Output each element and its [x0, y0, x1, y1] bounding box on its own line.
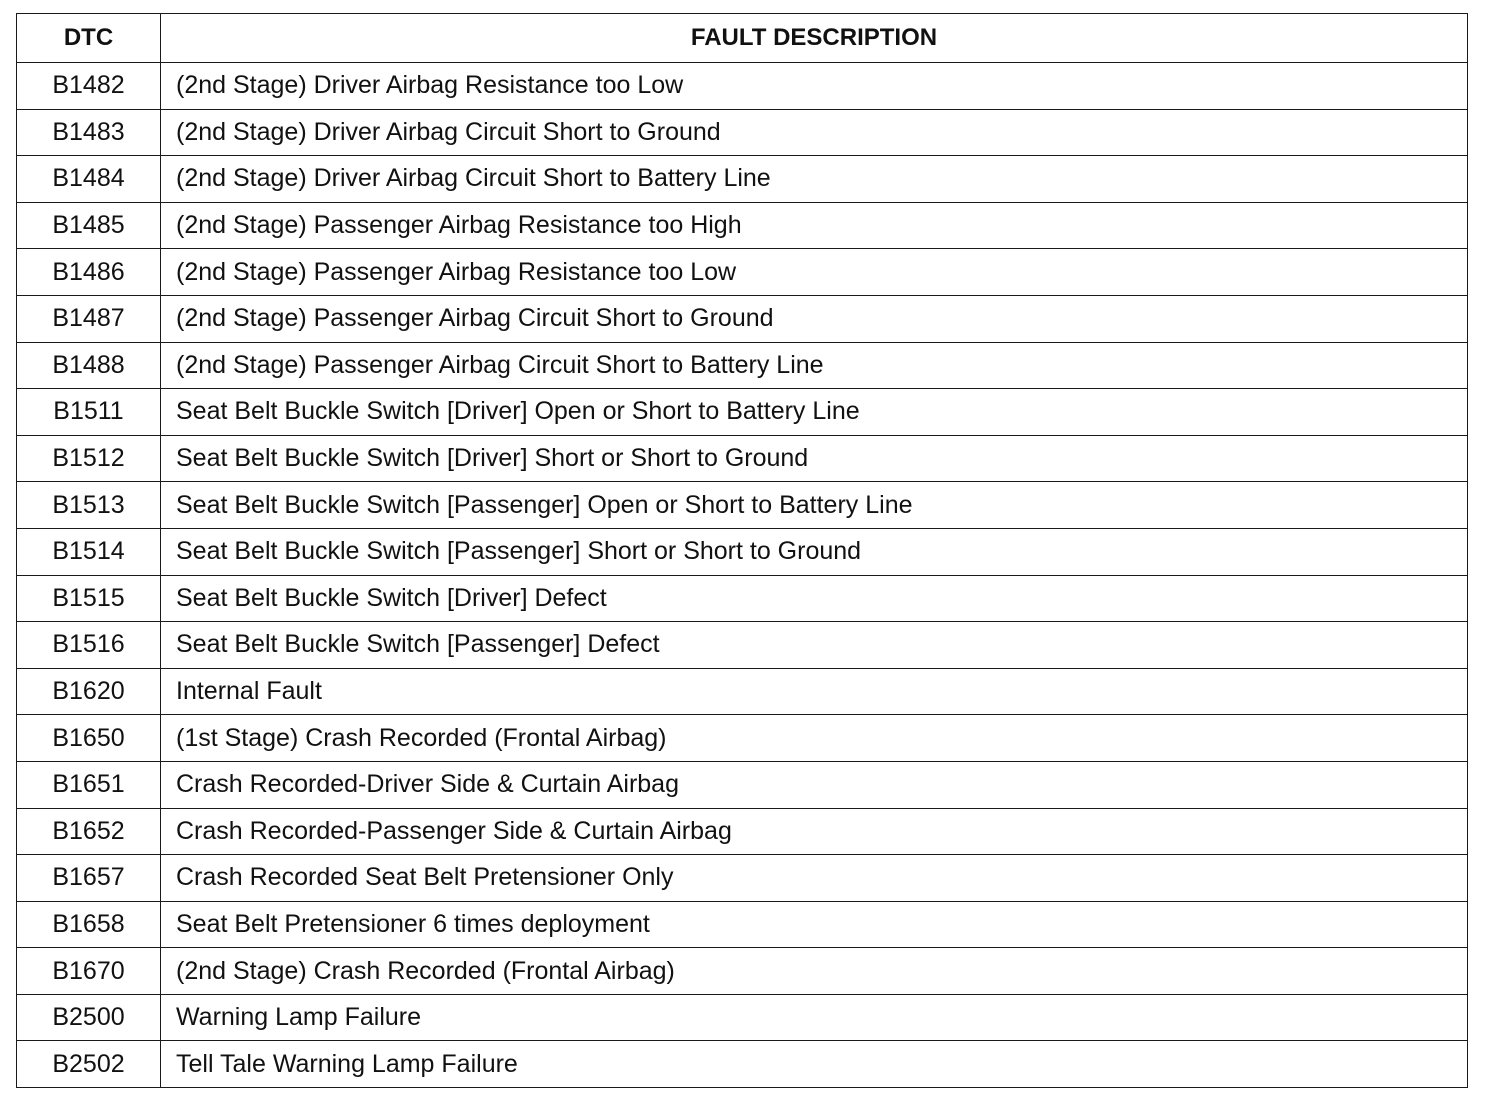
- dtc-code-cell: B1514: [17, 528, 161, 575]
- dtc-code-cell: B1650: [17, 715, 161, 762]
- dtc-code-cell: B2502: [17, 1041, 161, 1088]
- table-header-row: [17, 14, 1468, 63]
- fault-description-cell: (1st Stage) Crash Recorded (Frontal Airbag): [161, 715, 1468, 762]
- dtc-code-cell: B1488: [17, 342, 161, 389]
- table-row: [17, 1041, 1468, 1088]
- dtc-code-cell: B1513: [17, 482, 161, 529]
- fault-description-cell: Crash Recorded-Driver Side & Curtain Airbag: [161, 761, 1468, 808]
- dtc-code-cell: B1486: [17, 249, 161, 296]
- fault-description-cell: Seat Belt Buckle Switch [Passenger] Defect: [161, 622, 1468, 669]
- table-row: [17, 202, 1468, 249]
- table-row: [17, 715, 1468, 762]
- dtc-code-cell: B1511: [17, 389, 161, 436]
- table-row: [17, 389, 1468, 436]
- fault-description-cell: (2nd Stage) Passenger Airbag Circuit Short to Ground: [161, 295, 1468, 342]
- table-row: [17, 808, 1468, 855]
- dtc-code-cell: B2500: [17, 994, 161, 1041]
- fault-description-cell: (2nd Stage) Driver Airbag Circuit Short to Battery Line: [161, 156, 1468, 203]
- table-row: [17, 901, 1468, 948]
- table-row: [17, 482, 1468, 529]
- fault-description-cell: Seat Belt Buckle Switch [Driver] Open or Short to Battery Line: [161, 389, 1468, 436]
- dtc-code-cell: B1483: [17, 109, 161, 156]
- table-row: [17, 761, 1468, 808]
- dtc-code-cell: B1515: [17, 575, 161, 622]
- dtc-code-cell: B1482: [17, 63, 161, 110]
- fault-description-cell: Seat Belt Buckle Switch [Passenger] Open or Short to Battery Line: [161, 482, 1468, 529]
- dtc-code-cell: B1670: [17, 948, 161, 995]
- table-row: [17, 342, 1468, 389]
- dtc-code-cell: B1485: [17, 202, 161, 249]
- fault-description-cell: (2nd Stage) Driver Airbag Circuit Short to Ground: [161, 109, 1468, 156]
- fault-description-cell: Seat Belt Buckle Switch [Driver] Defect: [161, 575, 1468, 622]
- table-row: [17, 295, 1468, 342]
- table-row: [17, 249, 1468, 296]
- table-row: [17, 109, 1468, 156]
- fault-description-column-header: FAULT DESCRIPTION: [161, 14, 1468, 63]
- table-row: [17, 575, 1468, 622]
- dtc-code-cell: B1658: [17, 901, 161, 948]
- fault-description-cell: Crash Recorded-Passenger Side & Curtain Airbag: [161, 808, 1468, 855]
- dtc-fault-table: [16, 13, 1468, 1088]
- dtc-code-cell: B1516: [17, 622, 161, 669]
- fault-description-cell: Seat Belt Pretensioner 6 times deployment: [161, 901, 1468, 948]
- table-row: [17, 668, 1468, 715]
- dtc-code-cell: B1484: [17, 156, 161, 203]
- dtc-code-cell: B1652: [17, 808, 161, 855]
- fault-description-cell: (2nd Stage) Passenger Airbag Resistance too High: [161, 202, 1468, 249]
- fault-description-cell: Seat Belt Buckle Switch [Passenger] Short or Short to Ground: [161, 528, 1468, 575]
- table-row: [17, 156, 1468, 203]
- table-row: [17, 528, 1468, 575]
- dtc-code-cell: B1487: [17, 295, 161, 342]
- table-row: [17, 994, 1468, 1041]
- fault-description-cell: Internal Fault: [161, 668, 1468, 715]
- fault-description-cell: Seat Belt Buckle Switch [Driver] Short or Short to Ground: [161, 435, 1468, 482]
- table-body: [17, 63, 1468, 1088]
- dtc-code-cell: B1512: [17, 435, 161, 482]
- table-row: [17, 435, 1468, 482]
- table-row: [17, 948, 1468, 995]
- dtc-code-cell: B1651: [17, 761, 161, 808]
- table-row: [17, 855, 1468, 902]
- dtc-code-cell: B1657: [17, 855, 161, 902]
- dtc-code-cell: B1620: [17, 668, 161, 715]
- fault-description-cell: Warning Lamp Failure: [161, 994, 1468, 1041]
- table-row: [17, 63, 1468, 110]
- table-row: [17, 622, 1468, 669]
- fault-description-cell: (2nd Stage) Passenger Airbag Circuit Short to Battery Line: [161, 342, 1468, 389]
- fault-description-cell: Crash Recorded Seat Belt Pretensioner Only: [161, 855, 1468, 902]
- fault-description-cell: (2nd Stage) Driver Airbag Resistance too Low: [161, 63, 1468, 110]
- fault-description-cell: (2nd Stage) Crash Recorded (Frontal Airbag): [161, 948, 1468, 995]
- fault-description-cell: Tell Tale Warning Lamp Failure: [161, 1041, 1468, 1088]
- fault-description-cell: (2nd Stage) Passenger Airbag Resistance too Low: [161, 249, 1468, 296]
- dtc-column-header: DTC: [17, 14, 161, 63]
